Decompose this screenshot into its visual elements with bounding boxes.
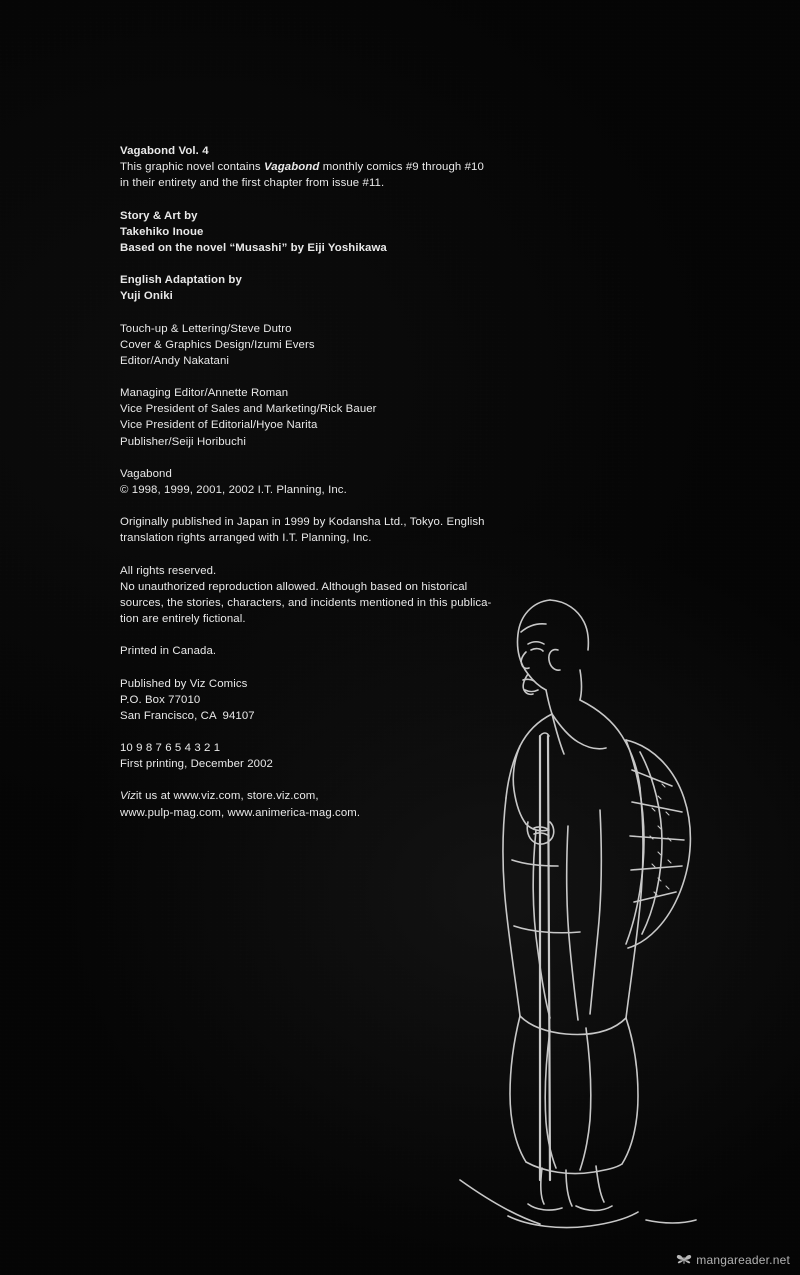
touchup-lettering-credit: Touch-up & Lettering/Steve Dutro bbox=[120, 322, 292, 335]
contents-description-line-1 bbox=[120, 159, 520, 175]
story-art-creator: Takehiko Inoue bbox=[120, 225, 204, 238]
all-rights-reserved: All rights reserved. bbox=[120, 564, 217, 577]
managing-editor-credit: Managing Editor/Annette Roman bbox=[120, 387, 289, 400]
original-publication-line-2: translation rights arranged with I.T. Planning, Inc. bbox=[120, 532, 372, 545]
viz-italic-prefix: Viz bbox=[120, 790, 136, 803]
printing-block bbox=[120, 740, 520, 772]
publisher-address-block bbox=[120, 676, 520, 725]
copyright-series-name: Vagabond bbox=[120, 467, 172, 480]
english-adaptation-label: English Adaptation by bbox=[120, 274, 242, 287]
reproduction-notice-line-1: No unauthorized reproduction allowed. Although based on historical bbox=[120, 580, 468, 593]
visit-line-1-rest: it us at www.viz.com, store.viz.com, bbox=[135, 790, 319, 803]
contents-desc-part-b: monthly comics #9 through #10 bbox=[319, 161, 484, 174]
butterfly-icon bbox=[676, 1254, 692, 1266]
vp-sales-marketing-credit: Vice President of Sales and Marketing/Rick Bauer bbox=[120, 403, 377, 416]
reproduction-notice-line-3: tion are entirely fictional. bbox=[120, 613, 246, 626]
volume-title: Vagabond Vol. 4 bbox=[120, 145, 209, 157]
publisher-po-box: P.O. Box 77010 bbox=[120, 693, 201, 706]
editor-credit: Editor/Andy Nakatani bbox=[120, 354, 230, 367]
contents-desc-part-a: This graphic novel contains bbox=[120, 161, 264, 174]
management-credits-block bbox=[120, 385, 520, 450]
series-name-italic: Vagabond bbox=[264, 161, 320, 174]
site-watermark bbox=[676, 1253, 790, 1267]
cover-graphics-credit: Cover & Graphics Design/Izumi Evers bbox=[120, 338, 315, 351]
publisher-city-state-zip: San Francisco, CA 94107 bbox=[120, 709, 255, 722]
copyright-notice: © 1998, 1999, 2001, 2002 I.T. Planning, Inc. bbox=[120, 484, 347, 496]
story-art-label: Story & Art by bbox=[120, 209, 198, 222]
vp-editorial-credit: Vice President of Editorial/Hyoe Narita bbox=[120, 419, 318, 432]
printed-in-block bbox=[120, 643, 520, 659]
rights-block bbox=[120, 563, 520, 628]
story-art-block bbox=[120, 208, 520, 257]
original-publication-block bbox=[120, 514, 520, 546]
original-publication-line-1: Originally published in Japan in 1999 by Kodansha Ltd., Tokyo. English bbox=[120, 516, 485, 529]
english-adaptation-block bbox=[120, 272, 520, 304]
visit-line-1 bbox=[120, 788, 520, 804]
printing-number-line: 10 9 8 7 6 5 4 3 2 1 bbox=[120, 742, 221, 755]
publisher-credit: Publisher/Seiji Horibuchi bbox=[120, 435, 246, 448]
source-novel-credit: Based on the novel “Musashi” by Eiji Yoshikawa bbox=[120, 241, 387, 254]
visit-websites-block bbox=[120, 788, 520, 820]
first-printing-date: First printing, December 2002 bbox=[120, 758, 273, 771]
title-block bbox=[120, 143, 520, 192]
contents-description-line-2: in their entirety and the first chapter from issue #11. bbox=[120, 177, 385, 190]
reproduction-notice-line-2: sources, the stories, characters, and incidents mentioned in this publica- bbox=[120, 596, 492, 609]
colophon-text bbox=[120, 143, 520, 837]
publisher-name: Published by Viz Comics bbox=[120, 677, 248, 690]
visit-line-2: www.pulp-mag.com, www.animerica-mag.com. bbox=[120, 806, 361, 819]
english-adaptation-name: Yuji Oniki bbox=[120, 290, 173, 303]
production-credits-block bbox=[120, 321, 520, 370]
watermark-text: mangareader.net bbox=[696, 1253, 790, 1267]
printed-in-country: Printed in Canada. bbox=[120, 645, 217, 658]
copyright-block bbox=[120, 466, 520, 498]
